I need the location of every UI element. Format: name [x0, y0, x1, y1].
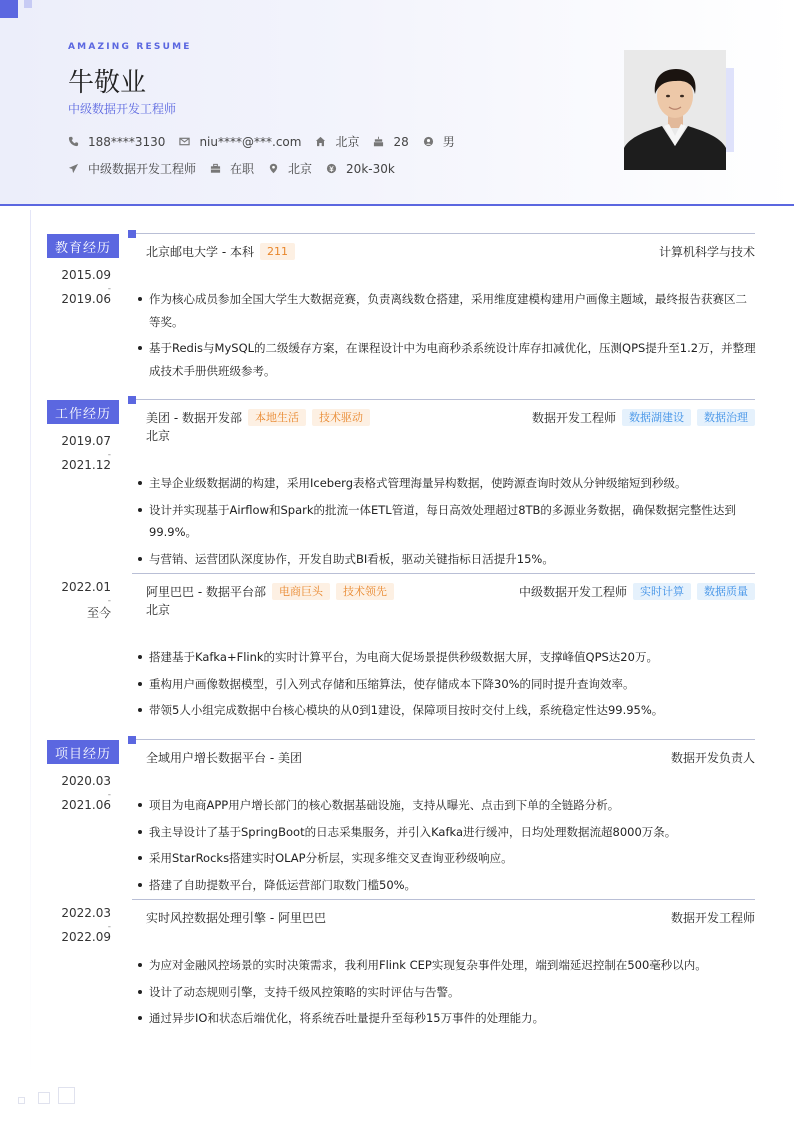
project-bullet-list — [137, 954, 757, 1034]
age-text: 28 — [393, 134, 409, 149]
section-divider — [136, 399, 755, 400]
list-item: 搭建了自助提数平台，降低运营部门取数门槛50%。 — [137, 874, 757, 897]
briefcase-icon — [210, 163, 221, 174]
company-tag: 技术领先 — [336, 583, 394, 600]
company-tag: 本地生活 — [248, 409, 306, 426]
company-tag: 技术驱动 — [312, 409, 370, 426]
date-separator: - — [107, 596, 111, 606]
list-item: 基于Redis与MySQL的二级缓存方案，在课程设计中为电商秒杀系统设计库存扣减优化，压测QPS提升至1.2万，并整理成技术手册供班级参考。 — [137, 337, 757, 382]
email-text: niu****@***.com — [199, 134, 302, 149]
decor-square — [18, 1097, 25, 1104]
project-start-date: 2020.03 — [61, 774, 111, 788]
school-name: 北京邮电大学 - 本科 — [146, 245, 254, 259]
brand-label: AMAZING RESUME — [68, 42, 192, 52]
list-item: 与营销、运营团队深度协作，开发自助式BI看板，驱动关键指标日活提升15%。 — [137, 548, 757, 571]
profile-photo — [624, 50, 726, 170]
company-name: 美团 - 数据开发部 — [146, 411, 242, 425]
project-start-date: 2022.03 — [61, 906, 111, 920]
candidate-name: 牛敬业 — [68, 68, 147, 98]
status-info — [210, 160, 254, 177]
decor-square — [38, 1092, 50, 1104]
work-company — [146, 583, 394, 600]
target-job-text: 中级数据开发工程师 — [88, 162, 197, 176]
date-separator: - — [107, 284, 111, 294]
section-title-projects: 项目经历 — [47, 740, 119, 764]
work-start-date: 2019.07 — [61, 434, 111, 448]
salary-info — [326, 162, 395, 176]
project-role: 数据开发负责人 — [670, 751, 755, 765]
decor-square — [24, 0, 32, 8]
entry-divider — [132, 899, 755, 900]
work-position — [532, 409, 755, 426]
status-text: 在职 — [230, 162, 255, 176]
target-job-info — [68, 160, 196, 177]
mail-icon — [179, 136, 190, 147]
date-separator: - — [107, 450, 111, 460]
section-divider — [136, 739, 755, 740]
decor-square — [0, 0, 18, 18]
work-company — [146, 409, 370, 426]
resume-header — [0, 0, 794, 206]
email-info — [179, 135, 301, 149]
work-position — [519, 583, 755, 600]
section-marker — [128, 230, 136, 238]
list-item: 搭建基于Kafka+Flink的实时计算平台，为电商大促场景提供秒级数据大屏，支撑峰值QPS达20万。 — [137, 646, 757, 669]
list-item: 设计了动态规则引擎，支持千级风控策略的实时评估与告警。 — [137, 981, 757, 1004]
timeline-line — [30, 210, 31, 1080]
list-item: 重构用户画像数据模型，引入列式存储和压缩算法，使存储成本下降30%的同时提升查询效率。 — [137, 673, 757, 696]
work-end-date: 2021.12 — [61, 458, 111, 472]
phone-icon — [68, 136, 79, 147]
phone-info — [68, 135, 165, 149]
job-intent-row — [68, 160, 409, 177]
project-bullet-list — [137, 794, 757, 900]
section-marker — [128, 736, 136, 744]
edu-school — [146, 243, 295, 260]
cake-icon — [373, 136, 384, 147]
project-name: 实时风控数据处理引擎 - 阿里巴巴 — [146, 911, 326, 925]
target-city-info — [268, 160, 312, 177]
school-tag: 211 — [260, 243, 295, 260]
edu-end-date: 2019.06 — [61, 292, 111, 306]
date-separator: - — [107, 790, 111, 800]
work-location: 北京 — [146, 429, 171, 443]
project-end-date: 2021.06 — [61, 798, 111, 812]
home-icon — [315, 136, 326, 147]
skill-tag: 数据质量 — [697, 583, 755, 600]
work-start-date: 2022.01 — [61, 580, 111, 594]
list-item: 作为核心成员参加全国大学生大数据竞赛，负责离线数仓搭建，采用维度建模构建用户画像主题域，最终报告获赛区二等奖。 — [137, 288, 757, 333]
list-item: 项目为电商APP用户增长部门的核心数据基础设施，支持从曝光、点击到下单的全链路分析。 — [137, 794, 757, 817]
section-title-work: 工作经历 — [47, 400, 119, 424]
project-role: 数据开发工程师 — [670, 911, 755, 925]
send-icon — [68, 163, 79, 174]
work-end-date: 至今 — [86, 606, 111, 620]
company-name: 阿里巴巴 - 数据平台部 — [146, 585, 266, 599]
contact-row — [68, 133, 469, 150]
work-bullet-list — [137, 646, 757, 726]
gender-info — [423, 133, 455, 150]
section-marker — [128, 396, 136, 404]
edu-bullet-list — [137, 288, 757, 386]
money-icon — [326, 163, 337, 174]
city-text: 北京 — [335, 135, 360, 149]
section-title-education: 教育经历 — [47, 234, 119, 258]
gender-text: 男 — [442, 135, 455, 149]
age-info — [373, 135, 408, 149]
date-separator: - — [107, 922, 111, 932]
list-item: 通过异步IO和状态后端优化，将系统吞吐量提升至每秒15万事件的处理能力。 — [137, 1007, 757, 1030]
entry-divider — [132, 573, 755, 574]
city-info — [315, 133, 359, 150]
skill-tag: 数据湖建设 — [622, 409, 691, 426]
section-divider — [136, 233, 755, 234]
position-name: 中级数据开发工程师 — [518, 585, 627, 599]
phone-text: 188****3130 — [88, 134, 166, 149]
list-item: 我主导设计了基于SpringBoot的日志采集服务，并引入Kafka进行缓冲，日均处理数据流超8000万条。 — [137, 821, 757, 844]
gender-icon — [423, 136, 434, 147]
position-name: 数据开发工程师 — [531, 411, 616, 425]
location-pin-icon — [268, 163, 279, 174]
list-item: 采用StarRocks搭建实时OLAP分析层，实现多维交叉查询亚秒级响应。 — [137, 847, 757, 870]
project-name: 全域用户增长数据平台 - 美团 — [146, 751, 302, 765]
list-item: 主导企业级数据湖的构建，采用Iceberg表格式管理海量异构数据，使跨源查询时效从分钟级缩短到秒级。 — [137, 472, 757, 495]
work-location: 北京 — [146, 603, 171, 617]
list-item: 带领5人小组完成数据中台核心模块的从0到1建设，保障项目按时交付上线，系统稳定性达99.95%。 — [137, 699, 757, 722]
skill-tag: 数据治理 — [697, 409, 755, 426]
work-bullet-list — [137, 472, 757, 574]
skill-tag: 实时计算 — [633, 583, 691, 600]
target-city-text: 北京 — [288, 162, 313, 176]
list-item: 设计并实现基于Airflow和Spark的批流一体ETL管道，每日高效处理超过8TB的多源业务数据，确保数据完整性达到99.9%。 — [137, 499, 757, 544]
company-tag: 电商巨头 — [272, 583, 330, 600]
edu-major: 计算机科学与技术 — [658, 245, 755, 259]
salary-text: 20k-30k — [346, 161, 395, 176]
decor-square — [58, 1087, 75, 1104]
edu-start-date: 2015.09 — [61, 268, 111, 282]
list-item: 为应对金融风控场景的实时决策需求，我利用Flink CEP实现复杂事件处理，端到端延迟控制在500毫秒以内。 — [137, 954, 757, 977]
candidate-title: 中级数据开发工程师 — [68, 102, 177, 116]
project-end-date: 2022.09 — [61, 930, 111, 944]
